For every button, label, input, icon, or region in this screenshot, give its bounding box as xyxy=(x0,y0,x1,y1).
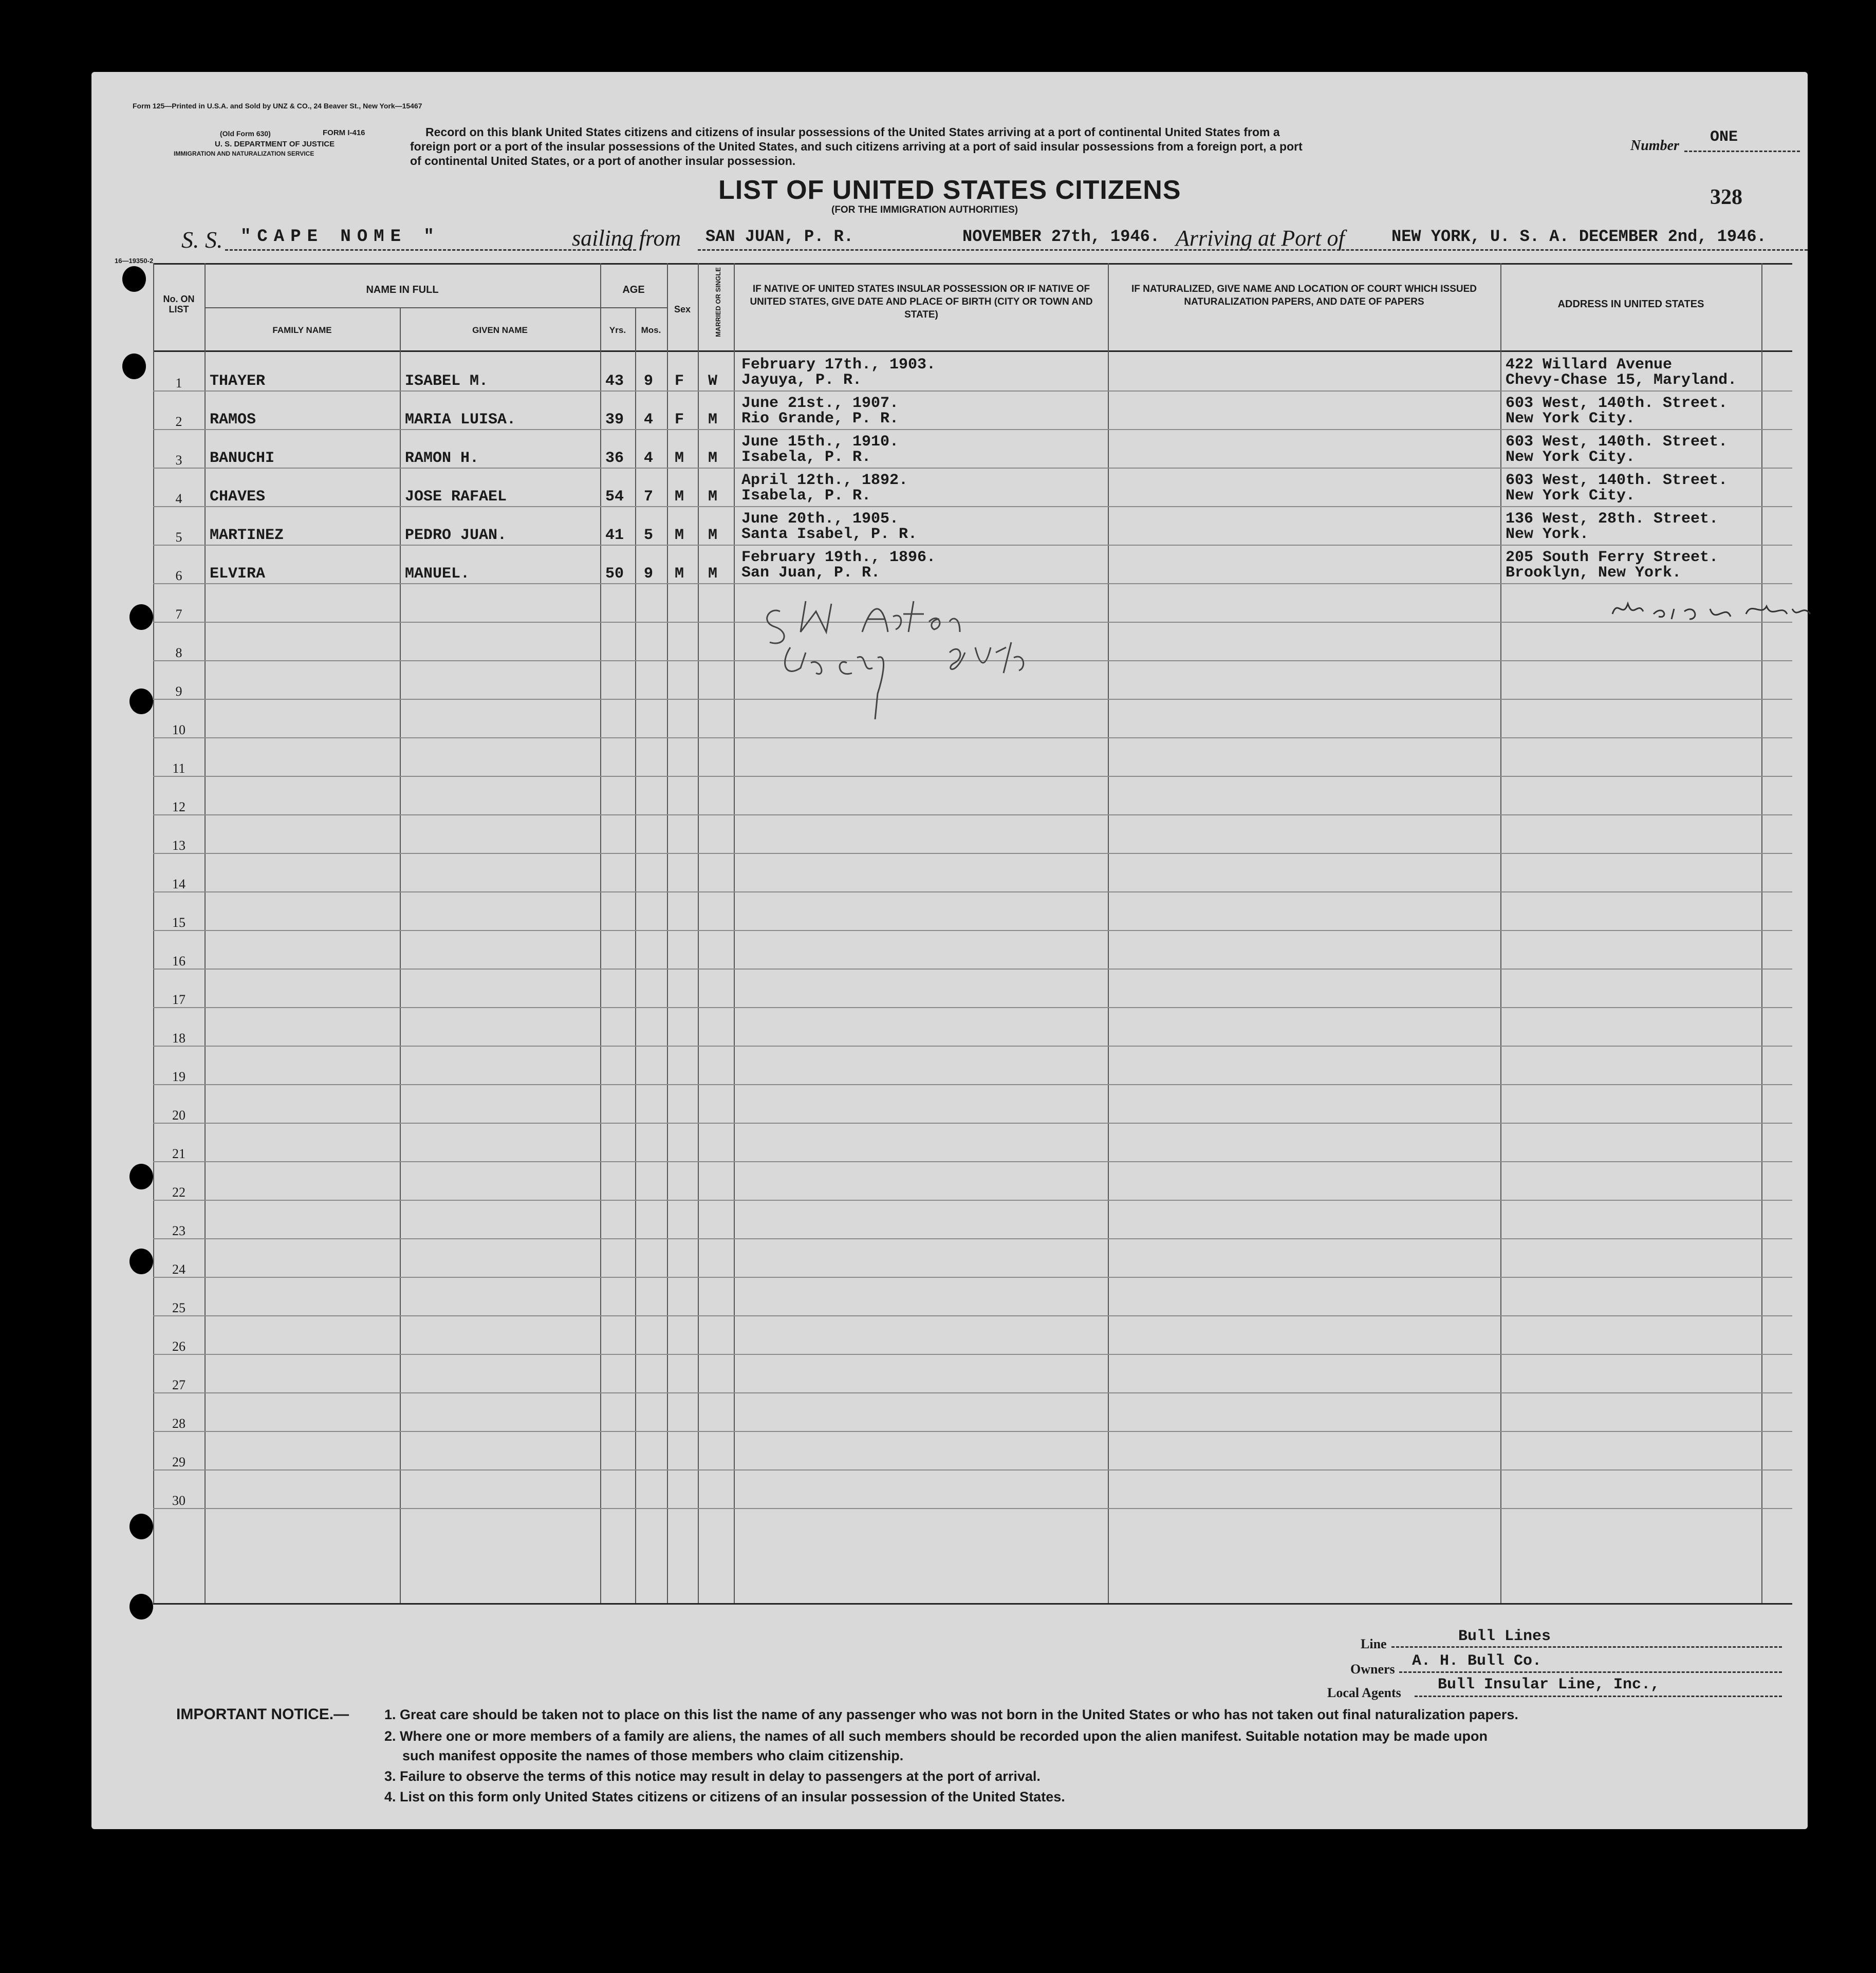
row-number: 21 xyxy=(172,1146,185,1161)
header-address: ADDRESS IN UNITED STATES xyxy=(1557,299,1704,310)
row-number: 23 xyxy=(172,1223,185,1238)
row-number: 19 xyxy=(172,1069,185,1084)
address-line-1: 136 West, 28th. Street. xyxy=(1506,510,1719,528)
birth-date: June 20th., 1905. xyxy=(741,510,899,528)
col-divider xyxy=(1108,263,1109,1603)
birth-place: Isabela, P. R. xyxy=(741,449,871,466)
row-line xyxy=(153,1392,1792,1393)
row-number: 10 xyxy=(172,722,185,737)
family-name: MARTINEZ xyxy=(210,527,284,544)
address-line-2: New York. xyxy=(1506,526,1589,543)
header-age: AGE xyxy=(622,284,645,295)
header-name-in-full: NAME IN FULL xyxy=(366,284,439,295)
given-name: MARIA LUISA. xyxy=(405,411,516,429)
address-line-2: New York City. xyxy=(1506,410,1636,427)
notice-item-3: 3. Failure to observe the terms of this notice may result in delay to passengers at the port of arrival. xyxy=(384,1769,1041,1784)
given-name: ISABEL M. xyxy=(405,373,489,390)
marital-status: M xyxy=(708,565,718,583)
row-line xyxy=(153,1431,1792,1432)
row-number: 20 xyxy=(172,1108,185,1123)
notice-item-2: 2. Where one or more members of a family are aliens, the names of all such members should be recorded upon the alien manifest. Suitable notation may be made upon xyxy=(384,1728,1488,1744)
age-months: 5 xyxy=(644,527,654,544)
printer-line: Form 125—Printed in U.S.A. and Sold by UNZ & CO., 24 Beaver St., New York—15467 xyxy=(133,102,422,110)
row-number: 6 xyxy=(175,568,182,583)
row-line xyxy=(153,506,1792,507)
ss-label: S. S. xyxy=(181,227,223,253)
arriving-label: Arriving at Port of xyxy=(1176,226,1345,251)
handwritten-signature xyxy=(749,591,1078,735)
address-line-2: New York City. xyxy=(1506,449,1636,466)
notice-item-4: 4. List on this form only United States citizens or citizens of an insular possession of the United States. xyxy=(384,1789,1065,1804)
birth-place: Santa Isabel, P. R. xyxy=(741,526,918,543)
manifest-sheet xyxy=(91,72,1808,1829)
row-line xyxy=(153,545,1792,546)
row-number: 22 xyxy=(172,1185,185,1200)
age-months: 9 xyxy=(644,373,654,390)
row-number: 26 xyxy=(172,1339,185,1354)
row-line xyxy=(153,429,1792,430)
given-name: MANUEL. xyxy=(405,565,470,583)
row-line xyxy=(153,1200,1792,1201)
punch-hole xyxy=(122,266,146,292)
address-line-2: New York City. xyxy=(1506,487,1636,505)
header-no-on-list: No. ON LIST xyxy=(163,294,195,314)
birth-date: February 19th., 1896. xyxy=(741,549,936,566)
sex: M xyxy=(675,565,684,583)
given-name: RAMON H. xyxy=(405,450,479,467)
birth-place: Jayuya, P. R. xyxy=(741,371,862,389)
row-number: 24 xyxy=(172,1262,185,1277)
owners-label: Owners xyxy=(1350,1662,1395,1677)
row-line xyxy=(153,1161,1792,1162)
row-number: 25 xyxy=(172,1300,185,1315)
age-months: 4 xyxy=(644,450,654,467)
row-number: 18 xyxy=(172,1031,185,1046)
owners-field-line xyxy=(1399,1671,1782,1673)
col-divider xyxy=(153,263,154,1603)
given-name: JOSE RAFAEL xyxy=(405,488,507,506)
col-divider xyxy=(1500,263,1501,1603)
col-divider xyxy=(400,308,401,1603)
row-line xyxy=(153,468,1792,469)
header-naturalized: IF NATURALIZED, GIVE NAME AND LOCATION OF COURT WHICH ISSUED NATURALIZATION PAPERS, AND DATE OF PAPERS xyxy=(1131,284,1477,307)
row-number: 2 xyxy=(175,414,182,429)
agents-label: Local Agents xyxy=(1327,1685,1401,1700)
row-number: 14 xyxy=(172,877,185,891)
sex: M xyxy=(675,527,684,544)
address-line-1: 603 West, 140th. Street. xyxy=(1506,395,1728,412)
age-months: 7 xyxy=(644,488,654,506)
instruction-line-2: foreign port or a port of the insular possessions of the United States, and such citizens arriving at a port of said insular possessions from a foreign port, a port xyxy=(410,140,1303,153)
row-line xyxy=(153,1084,1792,1085)
notice-item-1: 1. Great care should be taken not to place on this list the name of any passenger who was not born in the United States or who has not taken out final naturalization papers. xyxy=(384,1707,1518,1722)
instruction-line-1: Record on this blank United States citizens and citizens of insular possessions of the United States arriving at a port of continental United States from a xyxy=(425,125,1280,139)
punch-hole xyxy=(129,1594,153,1620)
row-line xyxy=(153,814,1792,815)
table-bottom-border xyxy=(153,1603,1792,1605)
col-divider xyxy=(1761,263,1762,1603)
number-value: ONE xyxy=(1710,128,1738,146)
row-number: 8 xyxy=(175,645,182,660)
punch-hole xyxy=(129,1164,153,1189)
ship-name: "CAPE NOME " xyxy=(240,227,440,247)
page-title: LIST OF UNITED STATES CITIZENS xyxy=(718,175,1181,205)
row-line xyxy=(153,583,1792,584)
row-number: 9 xyxy=(175,684,182,699)
row-number: 4 xyxy=(175,491,182,506)
notice-title: IMPORTANT NOTICE.— xyxy=(176,1706,349,1723)
row-line xyxy=(153,1315,1792,1316)
row-line xyxy=(153,1123,1792,1124)
header-family-name: FAMILY NAME xyxy=(272,325,332,335)
family-name: ELVIRA xyxy=(210,565,266,583)
sailing-from-label: sailing from xyxy=(572,226,681,251)
punch-hole xyxy=(129,688,153,714)
row-number: 30 xyxy=(172,1493,185,1508)
punch-hole xyxy=(129,1249,153,1274)
row-line xyxy=(153,1277,1792,1278)
address-line-1: 422 Willard Avenue xyxy=(1506,356,1673,374)
row-number: 15 xyxy=(172,915,185,930)
row-line xyxy=(153,853,1792,854)
sailing-date: NOVEMBER 27th, 1946. xyxy=(962,227,1160,246)
header-married: MARRIED OR SINGLE xyxy=(714,267,722,337)
birth-date: February 17th., 1903. xyxy=(741,356,936,374)
sex: F xyxy=(675,411,684,429)
row-number: 27 xyxy=(172,1378,185,1392)
sex: F xyxy=(675,373,684,390)
header-age-yrs: Yrs. xyxy=(609,325,626,335)
age-months: 4 xyxy=(644,411,654,429)
marital-status: M xyxy=(708,527,718,544)
col-divider xyxy=(205,263,206,1603)
col-divider xyxy=(698,263,699,1603)
number-field-line xyxy=(1684,151,1800,152)
row-number: 16 xyxy=(172,954,185,969)
family-name: THAYER xyxy=(210,373,266,390)
sex: M xyxy=(675,488,684,506)
punch-hole xyxy=(129,604,153,630)
address-line-1: 603 West, 140th. Street. xyxy=(1506,433,1728,451)
address-line-2: Chevy-Chase 15, Maryland. xyxy=(1506,371,1737,389)
row-number: 7 xyxy=(175,607,182,622)
age-years: 50 xyxy=(605,565,624,583)
table-header-border xyxy=(153,350,1792,352)
line-value: Bull Lines xyxy=(1458,1628,1551,1645)
row-line xyxy=(153,1508,1792,1509)
address-line-2: Brooklyn, New York. xyxy=(1506,564,1682,582)
form-number: FORM I-416 xyxy=(323,128,365,137)
row-line xyxy=(153,1007,1792,1008)
row-line xyxy=(153,737,1792,738)
row-line xyxy=(153,930,1792,931)
line-field-line xyxy=(1391,1646,1782,1648)
header-given-name: GIVEN NAME xyxy=(472,325,528,335)
row-number: 13 xyxy=(172,838,185,853)
agents-field-line xyxy=(1415,1696,1782,1697)
sailing-from-port: SAN JUAN, P. R. xyxy=(705,227,854,246)
punch-hole xyxy=(129,1514,153,1539)
handwritten-annotation xyxy=(1607,593,1823,624)
row-number: 11 xyxy=(172,761,185,776)
family-name: RAMOS xyxy=(210,411,256,429)
row-line xyxy=(153,969,1792,970)
age-years: 39 xyxy=(605,411,624,429)
marital-status: M xyxy=(708,411,718,429)
col-divider xyxy=(635,308,636,1603)
age-years: 41 xyxy=(605,527,624,544)
row-number: 12 xyxy=(172,799,185,814)
birth-date: June 21st., 1907. xyxy=(741,395,899,412)
header-birth: IF NATIVE OF UNITED STATES INSULAR POSSESSION OR IF NATIVE OF UNITED STATES, GIVE DATE AND PLACE OF BIRTH (CITY OR TOWN AND STATE) xyxy=(750,284,1093,320)
address-line-1: 603 West, 140th. Street. xyxy=(1506,472,1728,489)
punch-hole xyxy=(122,353,146,379)
age-years: 36 xyxy=(605,450,624,467)
page-number: 328 xyxy=(1710,185,1742,209)
instruction-line-3: of continental United States, or a port of another insular possession. xyxy=(410,154,796,167)
row-number: 17 xyxy=(172,992,185,1007)
birth-date: April 12th., 1892. xyxy=(741,472,908,489)
col-divider xyxy=(600,263,601,1603)
row-line xyxy=(153,891,1792,892)
family-name: CHAVES xyxy=(210,488,266,506)
page-subtitle: (FOR THE IMMIGRATION AUTHORITIES) xyxy=(831,204,1018,215)
marital-status: M xyxy=(708,450,718,467)
given-name: PEDRO JUAN. xyxy=(405,527,507,544)
row-line xyxy=(153,1046,1792,1047)
arriving-port: NEW YORK, U. S. A. DECEMBER 2nd, 1946. xyxy=(1391,227,1767,246)
table-top-border xyxy=(153,263,1792,265)
row-number: 28 xyxy=(172,1416,185,1431)
birth-place: Isabela, P. R. xyxy=(741,487,871,505)
birth-date: June 15th., 1910. xyxy=(741,433,899,451)
old-form-label: (Old Form 630) xyxy=(220,129,271,138)
voyage-line xyxy=(698,249,1808,251)
row-number: 5 xyxy=(175,530,182,545)
row-number: 29 xyxy=(172,1455,185,1469)
marital-status: M xyxy=(708,488,718,506)
row-number: 3 xyxy=(175,453,182,468)
owners-value: A. H. Bull Co. xyxy=(1412,1652,1542,1670)
notice-item-2-cont: such manifest opposite the names of those members who claim citizenship. xyxy=(402,1748,904,1763)
marital-status: W xyxy=(708,373,718,390)
side-code: 16—19350-2 xyxy=(115,257,154,265)
department-label: U. S. DEPARTMENT OF JUSTICE xyxy=(215,140,335,148)
row-line xyxy=(153,1354,1792,1355)
agents-value: Bull Insular Line, Inc., xyxy=(1438,1676,1660,1693)
age-years: 43 xyxy=(605,373,624,390)
line-label: Line xyxy=(1361,1636,1387,1651)
header-sex: Sex xyxy=(674,304,691,314)
row-number: 1 xyxy=(175,376,182,390)
subheader-divider xyxy=(205,307,667,308)
row-line xyxy=(153,390,1792,392)
row-line xyxy=(153,1469,1792,1471)
sex: M xyxy=(675,450,684,467)
number-label: Number xyxy=(1630,138,1679,154)
row-line xyxy=(153,776,1792,777)
birth-place: Rio Grande, P. R. xyxy=(741,410,899,427)
age-years: 54 xyxy=(605,488,624,506)
service-label: IMMIGRATION AND NATURALIZATION SERVICE xyxy=(174,150,314,157)
col-divider xyxy=(667,263,668,1603)
row-line xyxy=(153,1238,1792,1239)
col-divider xyxy=(734,263,735,1603)
header-age-mos: Mos. xyxy=(641,325,661,335)
birth-place: San Juan, P. R. xyxy=(741,564,881,582)
address-line-1: 205 South Ferry Street. xyxy=(1506,549,1719,566)
family-name: BANUCHI xyxy=(210,450,275,467)
age-months: 9 xyxy=(644,565,654,583)
